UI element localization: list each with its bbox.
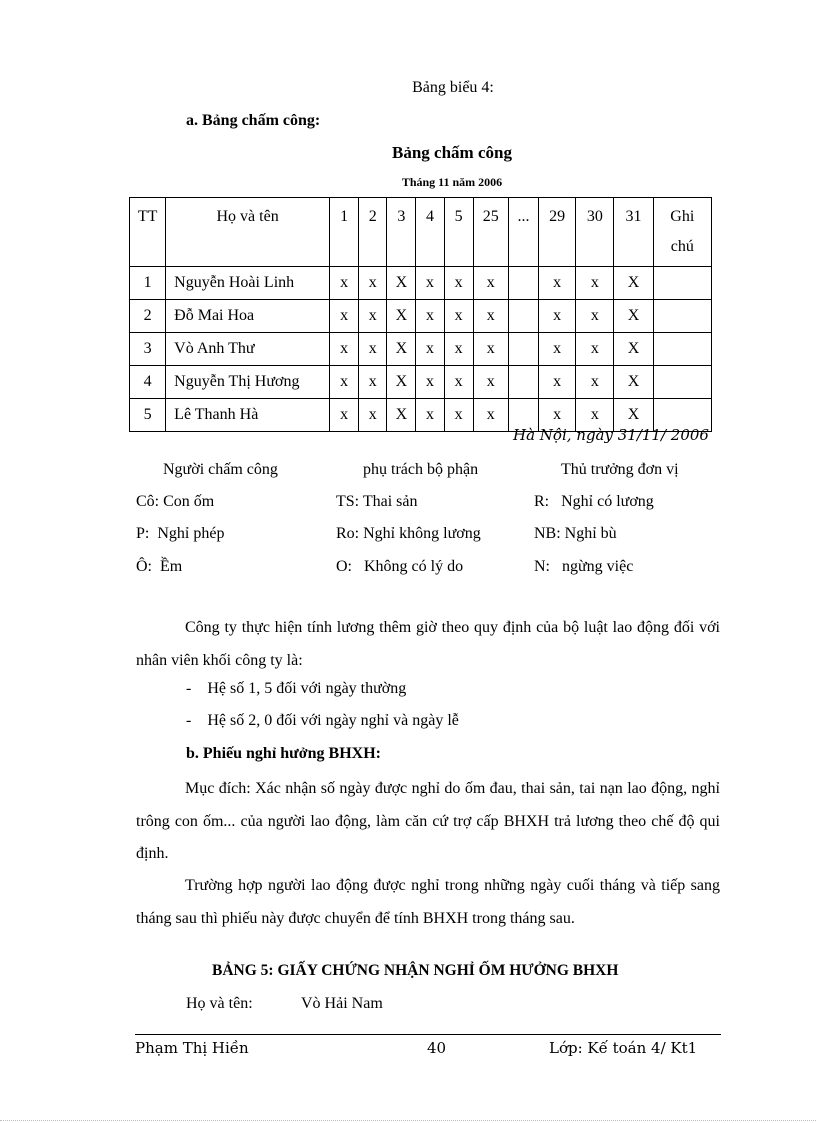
table-row xyxy=(130,267,712,300)
attendance-mark-cell: x xyxy=(416,267,444,300)
signer-timekeeper: Người chấm công xyxy=(163,461,278,478)
table-row xyxy=(130,300,712,333)
attendance-mark-cell: X xyxy=(387,333,416,366)
header-cell: 4 xyxy=(416,198,444,267)
attendance-mark-cell: x xyxy=(359,366,387,399)
row-number-cell: 1 xyxy=(130,267,166,300)
place-date: Hà Nội, ngày 31/11/ 2006 xyxy=(513,426,709,444)
footer-class: Lớp: Kế toán 4/ Kt1 xyxy=(549,1039,698,1057)
section-b-paragraph-1: Mục đích: Xác nhận số ngày được nghỉ do ốm đau, thai sản, tai nạn lao động, nghỉ trông con ốm... của người lao động, làm căn cứ trợ cấp BHXH trả lương theo chế độ qui định. xyxy=(136,780,720,862)
overtime-item: - Hệ số 1, 5 đối với ngày thường xyxy=(186,680,407,697)
attendance-mark-cell: x xyxy=(539,300,576,333)
row-number-cell: 3 xyxy=(130,333,166,366)
attendance-mark-cell: x xyxy=(576,267,614,300)
attendance-mark-cell: x xyxy=(359,399,387,432)
header-cell: 25 xyxy=(473,198,508,267)
legend-item: TS: Thai sản xyxy=(336,493,418,510)
attendance-mark-cell xyxy=(508,333,538,366)
attendance-mark-cell: x xyxy=(576,366,614,399)
attendance-mark-cell: x xyxy=(416,333,444,366)
attendance-mark-cell: x xyxy=(539,399,576,432)
attendance-mark-cell: X xyxy=(614,366,653,399)
attendance-mark-cell: x xyxy=(416,300,444,333)
table-header-row xyxy=(130,198,712,267)
legend-item: P: Nghỉ phép xyxy=(136,525,225,542)
attendance-mark-cell: X xyxy=(387,399,416,432)
row-number-cell: 5 xyxy=(130,399,166,432)
attendance-mark-cell: X xyxy=(387,366,416,399)
header-cell: 3 xyxy=(387,198,416,267)
row-number-cell: 4 xyxy=(130,366,166,399)
header-cell: 29 xyxy=(539,198,576,267)
header-cell: Họ và tên xyxy=(166,198,330,267)
header-cell: 1 xyxy=(330,198,359,267)
section-b-paragraph-2: Trường hợp người lao động được nghỉ trong những ngày cuối tháng và tiếp sang tháng sau thì phiếu này được chuyển để tính BHXH trong tháng sau. xyxy=(136,877,720,927)
attendance-mark-cell: x xyxy=(359,267,387,300)
attendance-mark-cell: x xyxy=(473,333,508,366)
signer-director: Thủ trưởng đơn vị xyxy=(561,461,679,478)
employee-name-cell: Nguyễn Hoài Linh xyxy=(166,267,330,300)
attendance-mark-cell: x xyxy=(444,399,473,432)
header-cell: Ghi chú xyxy=(653,198,711,267)
attendance-mark-cell: x xyxy=(473,300,508,333)
overtime-item-text: Hệ số 2, 0 đối với ngày nghỉ và ngày lễ xyxy=(207,712,459,729)
header-cell: 5 xyxy=(444,198,473,267)
attendance-mark-cell: X xyxy=(387,267,416,300)
table-row xyxy=(130,333,712,366)
attendance-mark-cell: x xyxy=(539,333,576,366)
attendance-mark-cell: x xyxy=(539,366,576,399)
attendance-mark-cell: X xyxy=(614,267,653,300)
signer-department: phụ trách bộ phận xyxy=(363,461,479,478)
section-b-heading: b. Phiếu nghỉ hưởng BHXH: xyxy=(186,745,381,762)
bang5-name-label: Họ và tên: xyxy=(186,995,253,1012)
attendance-mark-cell: x xyxy=(473,366,508,399)
employee-name-cell: Đỗ Mai Hoa xyxy=(166,300,330,333)
table-subtitle: Tháng 11 năm 2006 xyxy=(401,175,503,189)
attendance-mark-cell: x xyxy=(416,366,444,399)
table-row xyxy=(130,366,712,399)
header-cell: 30 xyxy=(576,198,614,267)
note-cell xyxy=(653,267,711,300)
attendance-mark-cell: x xyxy=(539,267,576,300)
attendance-mark-cell: x xyxy=(576,300,614,333)
attendance-mark-cell: x xyxy=(444,267,473,300)
attendance-mark-cell: X xyxy=(614,300,653,333)
legend-item: N: ngừng việc xyxy=(534,558,634,575)
table-title: Bảng chấm công xyxy=(392,143,512,162)
attendance-mark-cell xyxy=(508,366,538,399)
note-cell xyxy=(653,300,711,333)
employee-name-cell: Lê Thanh Hà xyxy=(166,399,330,432)
legend-item: Ô: Ềm xyxy=(136,558,183,575)
note-cell xyxy=(653,333,711,366)
attendance-mark-cell xyxy=(508,300,538,333)
attendance-mark-cell: x xyxy=(473,267,508,300)
page-edge-dotted-line xyxy=(0,1120,816,1121)
attendance-mark-cell: x xyxy=(444,333,473,366)
attendance-mark-cell: x xyxy=(359,333,387,366)
header-cell: 2 xyxy=(359,198,387,267)
attendance-mark-cell: x xyxy=(416,399,444,432)
overtime-intro: Công ty thực hiện tính lương thêm giờ theo quy định của bộ luật lao động đối với nhân viên khối công ty là: xyxy=(136,619,720,669)
attendance-mark-cell: x xyxy=(330,366,359,399)
footer-rule xyxy=(135,1034,721,1035)
legend-item: Cô: Con ốm xyxy=(136,493,215,510)
legend-item: R: Nghỉ có lương xyxy=(534,493,654,510)
section-a-heading: a. Bảng chấm công: xyxy=(186,112,321,129)
legend-item: Ro: Nghỉ không lương xyxy=(336,525,481,542)
attendance-mark-cell xyxy=(508,267,538,300)
header-cell: TT xyxy=(130,198,166,267)
bang5-title: BẢNG 5: GIẤY CHỨNG NHẬN NGHỈ ỐM HƯỞNG BHXH xyxy=(212,962,619,979)
attendance-mark-cell: x xyxy=(330,399,359,432)
attendance-mark-cell: x xyxy=(330,300,359,333)
attendance-mark-cell: X xyxy=(614,399,653,432)
attendance-mark-cell: X xyxy=(387,300,416,333)
employee-name-cell: Nguyễn Thị Hương xyxy=(166,366,330,399)
attendance-mark-cell: x xyxy=(330,267,359,300)
attendance-mark-cell: x xyxy=(444,366,473,399)
table-caption: Bảng biểu 4: xyxy=(412,79,494,96)
attendance-mark-cell: x xyxy=(576,399,614,432)
header-cell: ... xyxy=(508,198,538,267)
footer-page-number: 40 xyxy=(427,1039,447,1057)
attendance-table xyxy=(129,197,712,432)
note-cell xyxy=(653,366,711,399)
attendance-mark-cell: x xyxy=(359,300,387,333)
attendance-mark-cell: X xyxy=(614,333,653,366)
header-cell: 31 xyxy=(614,198,653,267)
employee-name-cell: Vò Anh Thư xyxy=(166,333,330,366)
legend-item: NB: Nghỉ bù xyxy=(534,525,617,542)
attendance-mark-cell: x xyxy=(473,399,508,432)
section-a-text: a. Bảng chấm công xyxy=(186,112,315,129)
row-number-cell: 2 xyxy=(130,300,166,333)
overtime-item-text: Hệ số 1, 5 đối với ngày thường xyxy=(207,680,407,697)
attendance-mark-cell: x xyxy=(330,333,359,366)
bang5-name-value: Vò Hải Nam xyxy=(301,995,383,1012)
attendance-mark-cell: x xyxy=(576,333,614,366)
footer-author: Phạm Thị Hiền xyxy=(135,1039,249,1057)
legend-item: O: Không có lý do xyxy=(336,558,464,575)
overtime-item: - Hệ số 2, 0 đối với ngày nghỉ và ngày lễ xyxy=(186,712,459,729)
attendance-mark-cell: x xyxy=(444,300,473,333)
section-b-text: b. Phiếu nghỉ hưởng BHXH xyxy=(186,745,376,762)
